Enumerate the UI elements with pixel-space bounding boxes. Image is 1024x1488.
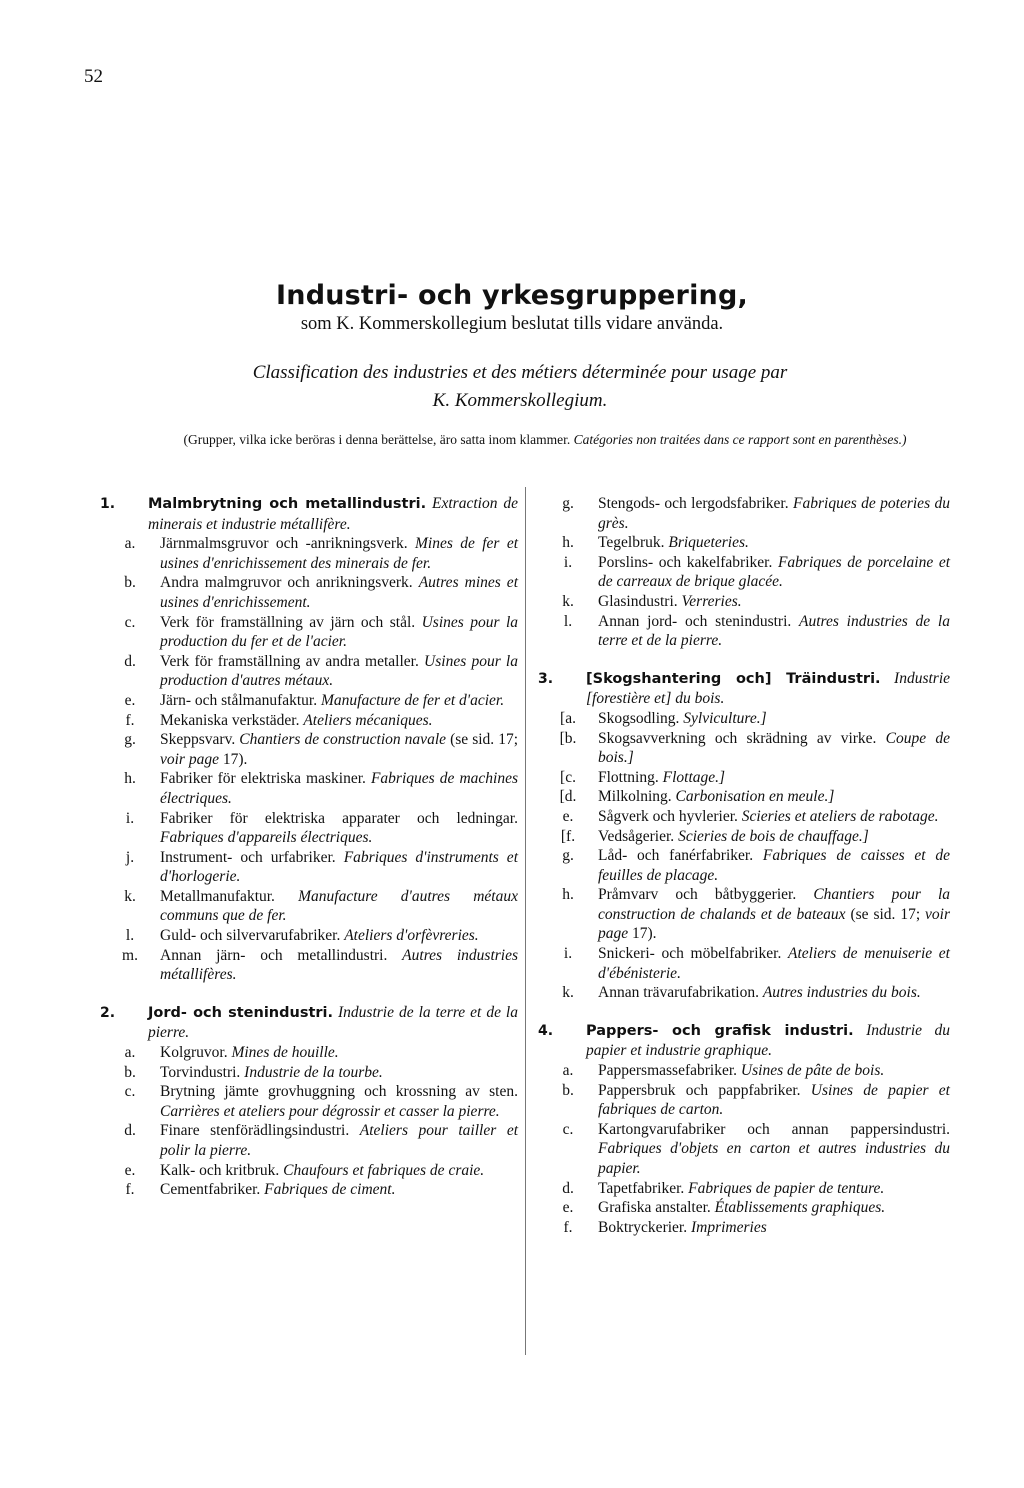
group-description: Industrie de la terre et de la pierre. <box>148 1003 518 1042</box>
list-item <box>538 787 950 807</box>
item-key: a. <box>124 535 136 553</box>
item-swedish: Skogsavverkning och skrädning av virke. <box>598 729 877 747</box>
list-item <box>538 1179 950 1199</box>
list-item <box>538 1061 950 1081</box>
item-french: Autres industries métallifères. <box>160 946 519 984</box>
item-french: Carbonisation en meule.] <box>675 788 835 806</box>
item-reference-end: 17). <box>222 750 248 768</box>
item-reference: (se sid. 17; <box>850 905 921 923</box>
list-item <box>100 1121 518 1160</box>
item-key: g. <box>562 847 574 865</box>
item-key: k. <box>562 592 574 610</box>
item-swedish: Stengods- och lergodsfabriker. <box>598 495 789 512</box>
item-french: Usines de pâte de bois. <box>740 1062 885 1080</box>
column-divider <box>525 487 526 1355</box>
item-key: [d. <box>559 788 577 806</box>
page-number: 52 <box>84 66 103 87</box>
bracket-note <box>155 430 935 450</box>
item-key: [c. <box>560 768 576 786</box>
list-item <box>100 1161 518 1181</box>
item-french: Chantiers pour la construction de chalands et de bateaux <box>598 886 951 923</box>
list-item <box>100 573 518 612</box>
group-heading <box>100 494 518 534</box>
group-3 <box>538 669 950 1003</box>
item-key: e. <box>124 691 136 709</box>
group-name: Jord- och stenindustri. <box>148 1004 334 1021</box>
item-reference-french: voir page <box>598 905 951 943</box>
item-swedish: Mekaniska verkstäder. <box>160 711 300 729</box>
item-french: Fabriques de porcelaine et de carreaux de brique glacée. <box>598 553 950 591</box>
item-french: Autres industries de la terre et de la pierre. <box>598 612 950 650</box>
list-item <box>538 1198 950 1218</box>
item-french: Scieries de bois de chauffage.] <box>678 827 869 845</box>
item-french: Fabriques de caisses et de feuilles de placage. <box>598 847 951 884</box>
item-swedish: Pappersbruk och pappfabriker. <box>598 1081 801 1099</box>
item-french: Chaufours et fabriques de craie. <box>283 1161 485 1179</box>
group-number: 4. <box>538 1022 554 1039</box>
item-swedish: Glasindustri. <box>598 592 678 610</box>
group-heading <box>538 669 950 709</box>
list-item <box>538 1081 950 1120</box>
item-french: Scieries et ateliers de rabotage. <box>741 807 939 825</box>
item-key: h. <box>562 534 574 552</box>
item-swedish: Torvindustri. <box>160 1063 241 1081</box>
item-swedish: Andra malmgruvor och anrikningsverk. <box>160 574 413 592</box>
item-reference-french: voir page <box>160 750 219 768</box>
item-key: i. <box>563 553 573 571</box>
page-title: Industri- och yrkesgruppering, <box>276 280 748 311</box>
item-key: d. <box>124 652 136 670</box>
list-item <box>100 1180 518 1200</box>
item-swedish: Verk för framställning av järn och stål. <box>160 613 416 631</box>
item-key: f. <box>125 1181 135 1199</box>
item-key: l. <box>563 612 573 630</box>
group-description: Extraction de minerais et industrie métallifère. <box>148 495 519 533</box>
item-french: Imprimeries <box>690 1218 767 1236</box>
item-key: a. <box>124 1044 136 1062</box>
item-french: Fabriques d'objets en carton et autres industries du papier. <box>598 1140 950 1177</box>
group-1 <box>100 494 518 985</box>
item-french: Manufacture de fer et d'acier. <box>320 691 505 709</box>
item-french: Fabriques de poteries du grès. <box>598 495 950 532</box>
bracket-note-french: Catégories non traitées dans ce rapport sont en parenthèses.) <box>573 432 907 447</box>
item-key: c. <box>562 1120 574 1138</box>
item-french: Autres industries du bois. <box>762 984 921 1002</box>
item-swedish: Annan jord- och stenindustri. <box>598 612 792 630</box>
item-key: b. <box>124 1063 136 1081</box>
group-4 <box>538 1021 950 1238</box>
item-swedish: Snickeri- och möbelfabriker. <box>598 945 782 963</box>
item-french: Ateliers d'orfèvreries. <box>344 927 479 945</box>
item-key: f. <box>563 1218 573 1236</box>
list-item <box>100 769 518 808</box>
item-key: k. <box>124 887 136 905</box>
right-column <box>538 494 950 1255</box>
item-french: Industrie de la tourbe. <box>244 1063 383 1081</box>
item-french: Fabriques de papier de tenture. <box>688 1179 885 1197</box>
item-key: [b. <box>559 729 577 747</box>
item-key: g. <box>124 731 136 749</box>
item-french: Usines de papier et fabriques de carton. <box>598 1081 950 1119</box>
french-title <box>170 359 870 415</box>
group-2 <box>100 1003 518 1200</box>
list-item <box>538 1218 950 1238</box>
item-reference: (se sid. 17; <box>450 731 519 749</box>
item-swedish: Kartongvarufabriker och annan pappersindustri. <box>598 1120 950 1138</box>
item-key: d. <box>124 1122 136 1140</box>
item-key: k. <box>562 984 574 1002</box>
list-item <box>538 709 950 729</box>
item-swedish: Porslins- och kakelfabriker. <box>598 553 773 571</box>
list-item <box>100 887 518 926</box>
item-french: Ateliers pour tailler et polir la pierre. <box>160 1122 519 1159</box>
item-swedish: Skeppsvarv. <box>160 731 236 749</box>
list-item <box>538 592 950 612</box>
group-number: 3. <box>538 670 554 687</box>
item-french: Coupe de bois.] <box>598 729 950 767</box>
item-swedish: Sågverk och hyvlerier. <box>598 807 738 825</box>
item-reference-end: 17). <box>632 925 657 943</box>
item-swedish: Boktryckerier. <box>598 1218 688 1236</box>
group-name: Malmbrytning och metallindustri. <box>148 496 427 512</box>
item-french: Mines de houille. <box>231 1044 339 1062</box>
item-swedish: Kolgruvor. <box>160 1044 228 1062</box>
list-item <box>538 494 950 533</box>
list-item <box>100 711 518 731</box>
group-description: Industrie du papier et industrie graphique. <box>586 1021 950 1060</box>
group-number: 2. <box>100 1004 116 1021</box>
list-item <box>100 691 518 711</box>
item-french: Fabriques d'appareils électriques. <box>160 829 373 847</box>
item-swedish: Milkolning. <box>598 788 672 806</box>
group-number: 1. <box>100 496 116 512</box>
item-swedish: Pappersmassefabriker. <box>598 1062 738 1080</box>
list-item <box>100 534 518 573</box>
item-swedish: Tegelbruk. <box>598 534 665 552</box>
item-french: Chantiers de construction navale <box>239 731 447 749</box>
item-swedish: Järnmalmsgruvor och -anrikningsverk. <box>160 535 408 553</box>
item-french: Fabriques d'instruments et d'horlogerie. <box>160 848 518 886</box>
item-key: c. <box>124 1083 136 1101</box>
list-item <box>538 1120 950 1179</box>
list-item <box>538 827 950 847</box>
list-item <box>538 846 950 885</box>
item-french: Flottage.] <box>662 768 726 786</box>
item-key: b. <box>124 574 136 592</box>
item-french: Sylviculture.] <box>683 709 767 727</box>
item-swedish: Metallmanufaktur. <box>160 887 275 905</box>
item-key: i. <box>125 809 135 827</box>
item-french: Verreries. <box>681 592 742 610</box>
list-item <box>100 1082 518 1121</box>
french-title-line-2: K. Kommerskollegium. <box>432 390 608 411</box>
item-swedish: Brytning jämte grovhuggning och krossning av sten. <box>160 1083 518 1101</box>
item-swedish: Fabriker för elektriska maskiner. <box>160 770 366 788</box>
item-swedish: Cementfabriker. <box>160 1181 261 1199</box>
item-key: e. <box>124 1161 136 1179</box>
item-key: a. <box>562 1062 574 1080</box>
group-heading <box>100 1003 518 1043</box>
list-item <box>100 652 518 691</box>
item-key: e. <box>562 807 574 825</box>
item-key: f. <box>125 711 135 729</box>
list-item <box>538 983 950 1003</box>
item-french: Mines de fer et usines d'enrichissement des minerais de fer. <box>160 535 518 572</box>
list-item <box>538 729 950 768</box>
list-item <box>100 613 518 652</box>
item-key: h. <box>562 886 574 904</box>
item-key: l. <box>125 927 135 945</box>
list-item <box>538 768 950 788</box>
item-swedish: Verk för framställning av andra metaller. <box>160 652 419 670</box>
item-key: m. <box>122 946 138 964</box>
item-key: c. <box>124 613 136 631</box>
group-description: Industrie [forestière et] du bois. <box>586 669 950 708</box>
list-item <box>538 807 950 827</box>
list-item <box>538 944 950 983</box>
item-swedish: Annan järn- och metallindustri. <box>160 946 388 964</box>
list-item <box>100 730 518 769</box>
item-swedish: Grafiska anstalter. <box>598 1199 711 1217</box>
list-item <box>100 848 518 887</box>
list-item <box>100 1063 518 1083</box>
left-column <box>100 494 518 1218</box>
item-key: [f. <box>560 827 576 845</box>
item-key: e. <box>562 1199 574 1217</box>
item-key: [a. <box>560 709 576 727</box>
item-swedish: Guld- och silvervarufabriker. <box>160 927 341 945</box>
page-subtitle: som K. Kommerskollegium beslutat tills vidare använda. <box>300 314 724 334</box>
item-french: Fabriques de machines électriques. <box>160 770 519 807</box>
list-item <box>538 533 950 553</box>
group-heading <box>538 1021 950 1061</box>
list-item <box>100 926 518 946</box>
item-french: Fabriques de ciment. <box>264 1181 396 1199</box>
list-item <box>100 809 518 848</box>
item-key: h. <box>124 770 136 788</box>
item-french: Établissements graphiques. <box>714 1199 886 1217</box>
item-swedish: Tapetfabriker. <box>598 1179 685 1197</box>
item-swedish: Vedsågerier. <box>598 827 675 845</box>
item-swedish: Flottning. <box>598 768 659 786</box>
group-name: Pappers- och grafisk industri. <box>586 1022 854 1039</box>
item-swedish: Pråmvarv och båtbyggerier. <box>598 886 797 904</box>
item-french: Briqueteries. <box>668 534 749 552</box>
list-item <box>100 946 518 985</box>
group-2-continued <box>538 494 950 651</box>
list-item <box>538 612 950 651</box>
item-french: Manufacture d'autres métaux communs que de fer. <box>160 887 518 925</box>
item-swedish: Instrument- och urfabriker. <box>160 848 336 866</box>
list-item <box>538 885 950 944</box>
item-french: Ateliers de menuiserie et d'ébénisterie. <box>598 945 950 982</box>
item-french: Ateliers mécaniques. <box>303 711 433 729</box>
item-french: Autres mines et usines d'enrichissement. <box>160 574 518 611</box>
item-swedish: Skogsodling. <box>598 709 680 727</box>
item-key: d. <box>562 1179 574 1197</box>
french-title-line-1: Classification des industries et des métiers déterminée pour usage par <box>252 362 788 383</box>
item-key: g. <box>562 495 574 512</box>
item-swedish: Annan trävarufabrikation. <box>598 984 759 1002</box>
item-french: Usines pour la production du fer et de l'acier. <box>160 613 519 651</box>
item-key: b. <box>562 1081 574 1099</box>
item-swedish: Fabriker för elektriska apparater och ledningar. <box>160 809 518 827</box>
item-key: j. <box>125 848 135 866</box>
list-item <box>538 553 950 592</box>
item-french: Carrières et ateliers pour dégrossir et casser la pierre. <box>160 1102 500 1120</box>
item-french: Usines pour la production d'autres métaux. <box>160 652 518 690</box>
item-swedish: Kalk- och kritbruk. <box>160 1161 280 1179</box>
list-item <box>100 1043 518 1063</box>
item-key: i. <box>563 945 573 963</box>
item-swedish: Låd- och fanérfabriker. <box>598 847 754 865</box>
item-swedish: Finare stenförädlingsindustri. <box>160 1122 350 1140</box>
item-swedish: Järn- och stålmanufaktur. <box>160 691 318 709</box>
group-name: [Skogshantering och] Träindustri. <box>586 670 881 687</box>
bracket-note-swedish: (Grupper, vilka icke beröras i denna berättelse, äro satta inom klammer. <box>183 432 571 447</box>
